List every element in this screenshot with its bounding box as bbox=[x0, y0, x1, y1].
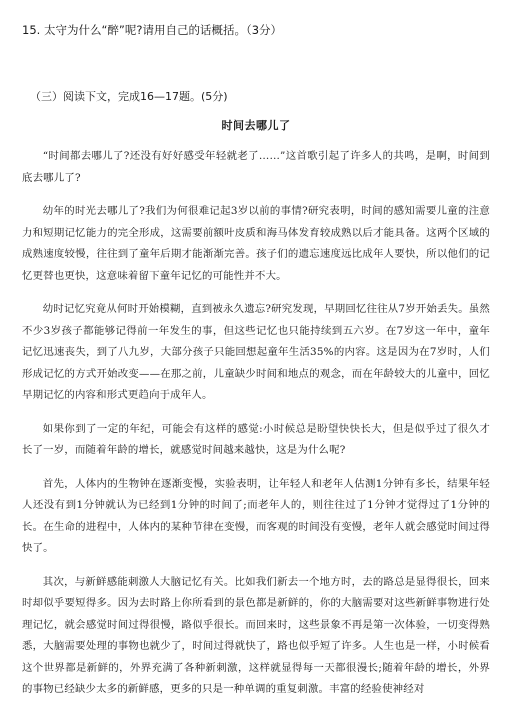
paragraph: 首先，人体内的生物钟在逐渐变慢，实验表明，让年轻人和老年人估测1分钟有多长，结果年轻人还没有到1分钟就认为已经到1分钟的时间了;而老年人的，则往往过了1分钟才觉得过了1分钟的长。在生命的进程中，人体内的某种节律在变慢，而客观的时间没有变慢，老年人就会感觉时间过得快了。 bbox=[22, 477, 490, 554]
paragraph: “时间都去哪儿了?还没有好好感受年轻就老了……”这首歌引起了许多人的共鸣，是啊，时间到底去哪儿了? bbox=[22, 150, 490, 184]
paragraph: 幼时记忆究竟从何时开始模糊，直到被永久遗忘?研究发现，早期回忆往往从7岁开始丢失。虽然不少3岁孩子都能够记得前一年发生的事，但这些记忆也只能持续到五六岁。在7岁这一年中，童年记忆迅速丧失，到了八九岁，大部分孩子只能回想起童年生活35%的内容。这是因为在7岁时，人们形成记忆的方式开始改变——在那之前，儿童缺少时间和地点的观念，而在年龄较大的儿童中，回忆早期记忆的内容和形式更趋向于成年人。 bbox=[22, 303, 490, 401]
paragraph: 幼年的时光去哪儿了?我们为何很难记起3岁以前的事情?研究表明，时间的感知需要儿童的注意力和短期记忆能力的完全形成，这需要前额叶皮质和海马体发育较成熟以后才能具备。这两个区域的成熟速度较慢，往往到了童年后期才能渐渐完善。孩子们的遗忘速度远比成年人要快，所以他们的记忆更替也更快，这意味着留下童年记忆的可能性并不大。 bbox=[22, 205, 490, 282]
article-body bbox=[22, 146, 490, 713]
question-15: 15. 太守为什么“醉”呢?请用自己的话概括。（3分） bbox=[22, 23, 283, 37]
article-title: 时间去哪儿了 bbox=[221, 119, 291, 132]
paragraph: 其次，与新鲜感能刺激人大脑记忆有关。比如我们新去一个地方时，去的路总是显得很长，回来时却似乎要短得多。因为去时路上你所看到的景色都是新鲜的，你的大脑需要对这些新鲜事物进行处理记忆，就会感觉时间过得很慢，路似乎很长。而回来时，这些景象不再是第一次体验，一切变得熟悉，大脑需要处理的事物也就少了，时间过得就快了，路也似乎短了许多。人生也是一样，小时候看这个世界都是新鲜的，外界充满了各种新刺激，这样就显得每一天都很漫长;随着年龄的增长，外界的事物已经缺少太多的新鲜感，更多的只是一种单调的重复刺激。丰富的经验使神经对 bbox=[22, 575, 490, 695]
section-heading: （三）阅读下文，完成16—17题。(5分) bbox=[30, 90, 228, 103]
paragraph: 如果你到了一定的年纪，可能会有这样的感觉:小时候总是盼望快快长大，但是似乎过了很久才长了一岁，而随着年龄的增长，就感觉时间越来越快，这是为什么呢? bbox=[22, 422, 490, 456]
